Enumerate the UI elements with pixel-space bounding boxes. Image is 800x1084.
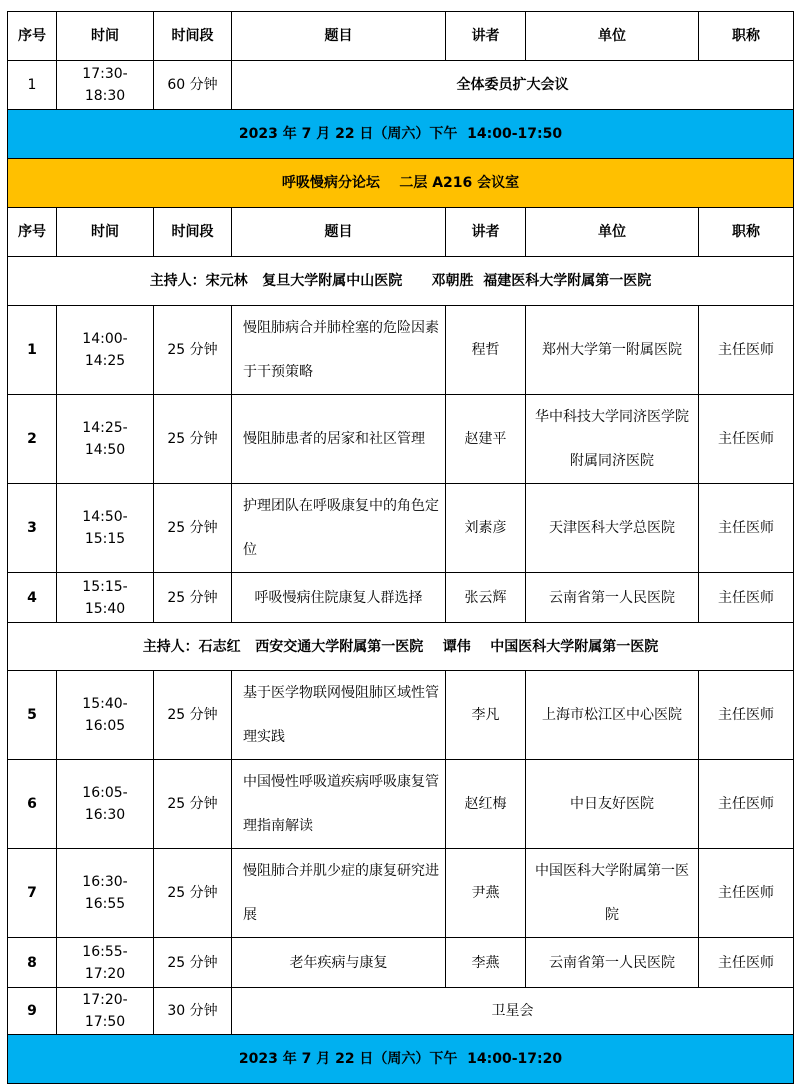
cell-duration: 25 分钟 [154, 938, 232, 988]
header-speaker: 讲者 [446, 12, 526, 61]
cell-index: 6 [8, 760, 57, 849]
header-index: 序号 [8, 208, 57, 257]
cell-unit: 中日友好医院 [526, 760, 699, 849]
cell-speaker: 张云辉 [446, 573, 526, 623]
cell-index: 5 [8, 671, 57, 760]
cell-duration: 30 分钟 [154, 988, 232, 1035]
cell-duration: 25 分钟 [154, 760, 232, 849]
cell-duration: 25 分钟 [154, 849, 232, 938]
host-line: 主持人：宋元林 复旦大学附属中山医院 邓朝胜 福建医科大学附属第一医院 [8, 257, 794, 306]
cell-topic: 慢阻肺患者的居家和社区管理 [232, 395, 446, 484]
cell-index: 2 [8, 395, 57, 484]
cell-topic: 老年疾病与康复 [232, 938, 446, 988]
header-job-title: 职称 [699, 12, 794, 61]
cell-job-title: 主任医师 [699, 671, 794, 760]
cell-topic: 慢阻肺合并肌少症的康复研究进展 [232, 849, 446, 938]
cell-time: 17:30-18:30 [57, 61, 154, 110]
cell-unit: 云南省第一人民医院 [526, 573, 699, 623]
cell-topic: 基于医学物联网慢阻肺区域性管理实践 [232, 671, 446, 760]
cell-job-title: 主任医师 [699, 573, 794, 623]
cell-speaker: 赵红梅 [446, 760, 526, 849]
cell-time: 14:25-14:50 [57, 395, 154, 484]
cell-unit: 云南省第一人民医院 [526, 938, 699, 988]
cell-time: 14:00-14:25 [57, 306, 154, 395]
header-duration: 时间段 [154, 12, 232, 61]
cell-job-title: 主任医师 [699, 849, 794, 938]
cell-speaker: 李燕 [446, 938, 526, 988]
cell-job-title: 主任医师 [699, 760, 794, 849]
header-topic: 题目 [232, 208, 446, 257]
cell-duration: 25 分钟 [154, 306, 232, 395]
cell-unit: 华中科技大学同济医学院附属同济医院 [526, 395, 699, 484]
cell-time: 16:05-16:30 [57, 760, 154, 849]
cell-unit: 天津医科大学总医院 [526, 484, 699, 573]
cell-time: 15:40-16:05 [57, 671, 154, 760]
cell-topic: 呼吸慢病住院康复人群选择 [232, 573, 446, 623]
cell-index: 1 [8, 61, 57, 110]
cell-job-title: 主任医师 [699, 395, 794, 484]
table-row [8, 573, 794, 623]
forum-bar [8, 159, 794, 208]
header-row-top [8, 12, 794, 61]
cell-index: 4 [8, 573, 57, 623]
host-line: 主持人：石志红 西安交通大学附属第一医院 谭伟 中国医科大学附属第一医院 [8, 623, 794, 671]
table-row [8, 988, 794, 1035]
cell-topic: 护理团队在呼吸康复中的角色定位 [232, 484, 446, 573]
session-date-bar: 2023 年 7 月 22 日（周六）下午 14:00-17:50 [8, 110, 794, 159]
cell-duration: 25 分钟 [154, 395, 232, 484]
table-row [8, 671, 794, 760]
table-row [8, 938, 794, 988]
cell-index: 1 [8, 306, 57, 395]
cell-speaker: 李凡 [446, 671, 526, 760]
header-row [8, 208, 794, 257]
table-row [8, 306, 794, 395]
table-row [8, 484, 794, 573]
cell-duration: 25 分钟 [154, 671, 232, 760]
cell-merged-title: 卫星会 [232, 988, 794, 1035]
cell-time: 16:30-16:55 [57, 849, 154, 938]
cell-topic: 慢阻肺病合并肺栓塞的危险因素于干预策略 [232, 306, 446, 395]
cell-merged-title: 全体委员扩大会议 [232, 61, 794, 110]
host-row [8, 257, 794, 306]
cell-unit: 郑州大学第一附属医院 [526, 306, 699, 395]
header-speaker: 讲者 [446, 208, 526, 257]
cell-time: 15:15-15:40 [57, 573, 154, 623]
header-index: 序号 [8, 12, 57, 61]
table-row [8, 760, 794, 849]
header-time: 时间 [57, 12, 154, 61]
cell-time: 17:20-17:50 [57, 988, 154, 1035]
cell-unit: 中国医科大学附属第一医院 [526, 849, 699, 938]
cell-time: 14:50-15:15 [57, 484, 154, 573]
cell-topic: 中国慢性呼吸道疾病呼吸康复管理指南解读 [232, 760, 446, 849]
header-unit: 单位 [526, 12, 699, 61]
session-bar [8, 110, 794, 159]
cell-speaker: 尹燕 [446, 849, 526, 938]
table-row [8, 61, 794, 110]
cell-index: 7 [8, 849, 57, 938]
cell-index: 8 [8, 938, 57, 988]
cell-job-title: 主任医师 [699, 306, 794, 395]
cell-job-title: 主任医师 [699, 484, 794, 573]
table-row [8, 395, 794, 484]
session-date-bar: 2023 年 7 月 22 日（周六）下午 14:00-17:20 [8, 1035, 794, 1084]
header-topic: 题目 [232, 12, 446, 61]
host-row [8, 623, 794, 671]
cell-index: 3 [8, 484, 57, 573]
cell-duration: 25 分钟 [154, 573, 232, 623]
header-job-title: 职称 [699, 208, 794, 257]
cell-speaker: 程哲 [446, 306, 526, 395]
table-row [8, 849, 794, 938]
cell-speaker: 刘素彦 [446, 484, 526, 573]
cell-time: 16:55-17:20 [57, 938, 154, 988]
header-duration: 时间段 [154, 208, 232, 257]
schedule-table [7, 11, 794, 1084]
header-time: 时间 [57, 208, 154, 257]
cell-speaker: 赵建平 [446, 395, 526, 484]
header-unit: 单位 [526, 208, 699, 257]
cell-index: 9 [8, 988, 57, 1035]
session-bar [8, 1035, 794, 1084]
cell-duration: 25 分钟 [154, 484, 232, 573]
cell-job-title: 主任医师 [699, 938, 794, 988]
forum-title-bar: 呼吸慢病分论坛 二层 A216 会议室 [8, 159, 794, 208]
cell-unit: 上海市松江区中心医院 [526, 671, 699, 760]
cell-duration: 60 分钟 [154, 61, 232, 110]
